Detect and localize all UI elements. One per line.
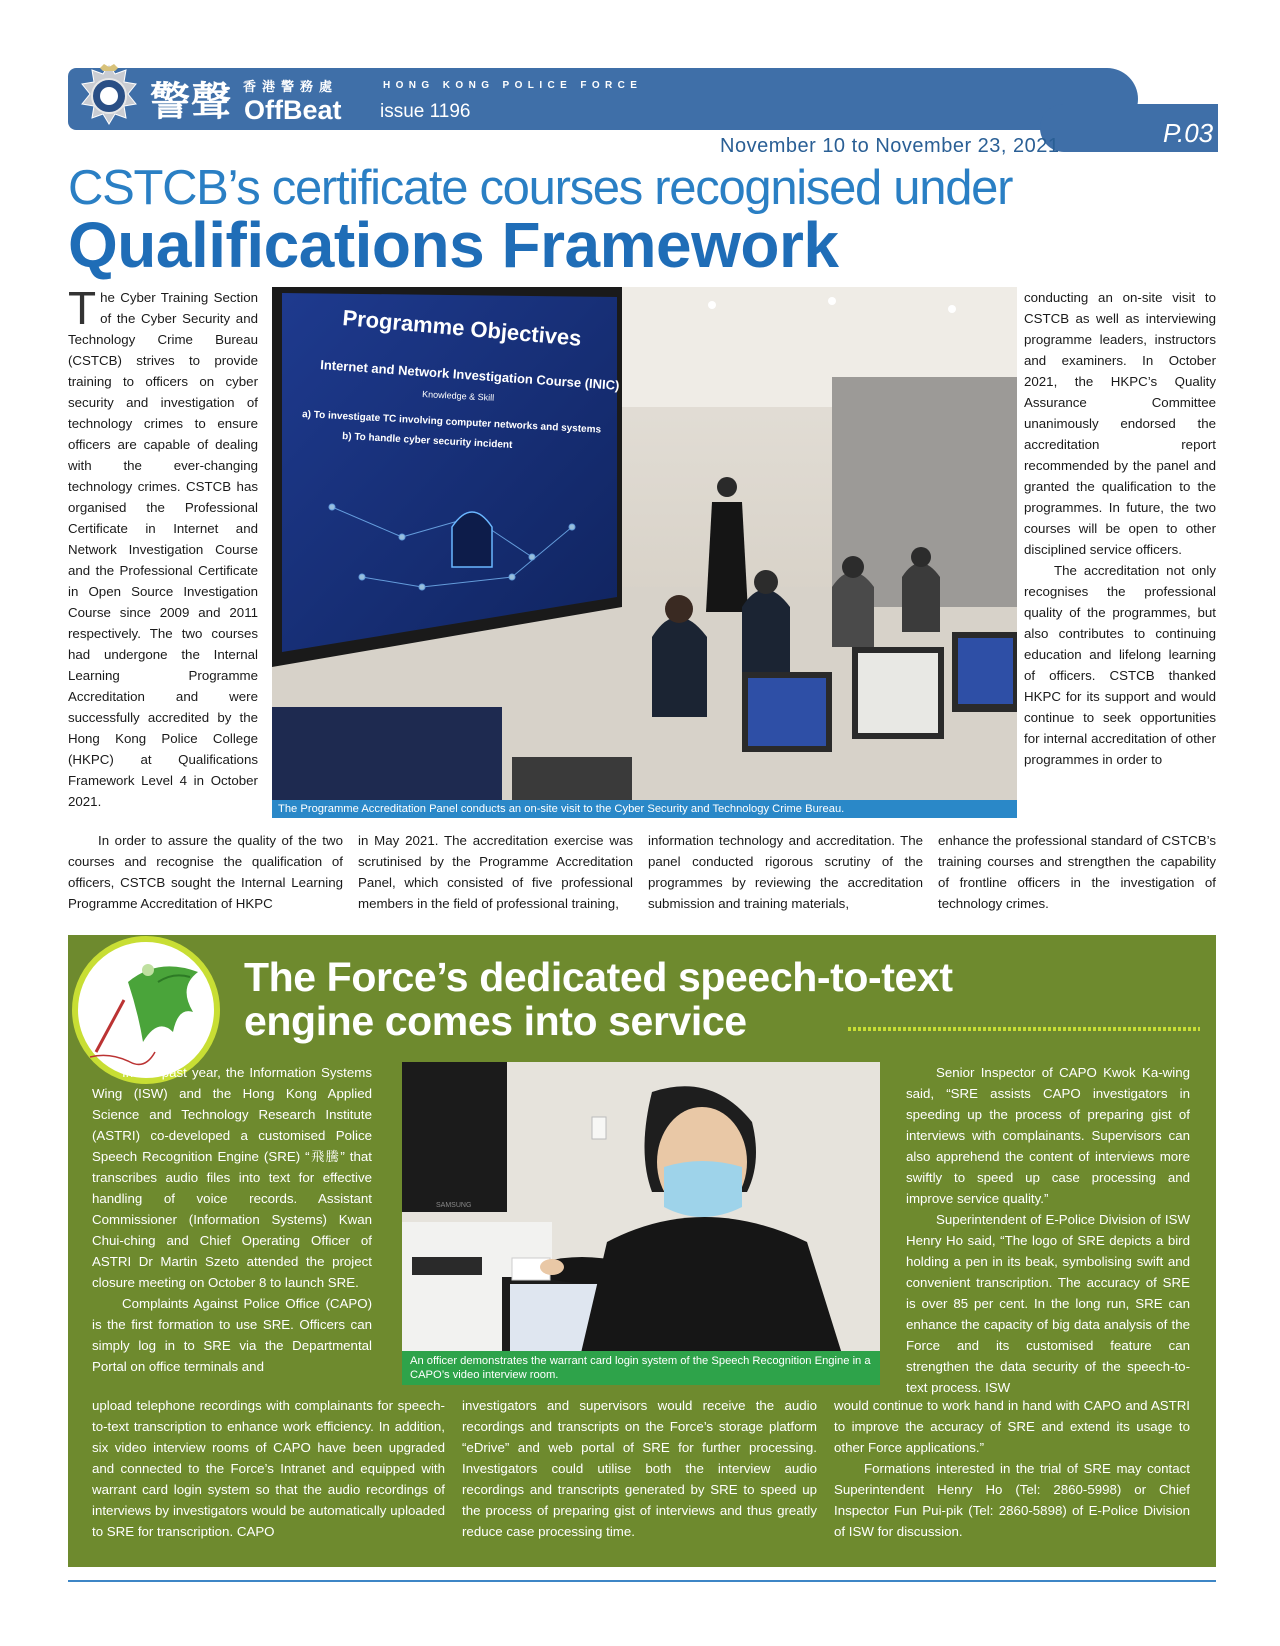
- slide-title: Programme Objectives: [341, 305, 583, 351]
- masthead-english: HONG KONG POLICE FORCE: [383, 80, 643, 91]
- article1-paragraph: In order to assure the quality of the two courses and recognise the qualification of officers, CSTCB sought the Internal Learning Programme Accreditation of HKPC: [68, 833, 343, 911]
- article2-paragraph: In the past year, the Information Systems Wing (ISW) and the Hong Kong Applied Science and Technology Research Institute (ASTRI) co-developed a customised Police Speech Recognition Engine (SRE) “飛騰” that transcribes audio files into text for effective handling of voice records. Assistant Commissioner (Information Systems) Kwan Chui-ching and Chief Operating Officer of ASTRI Dr Martin Szeto attended the project closure meeting on October 8 to launch SRE.: [92, 1065, 372, 1290]
- article1-column-3: [648, 830, 923, 914]
- article2-photo: [402, 1062, 880, 1370]
- issue-date: November 10 to November 23, 2021: [720, 135, 1060, 157]
- article1-paragraph: in May 2021. The accreditation exercise was scrutinised by the Programme Accreditation Panel, which consisted of five professional members in the field of professional training,: [358, 833, 633, 911]
- article1-title-line2: Qualifications Framework: [68, 209, 839, 281]
- article1-column-1-bottom: [68, 830, 343, 914]
- article1-paragraph: information technology and accreditation. The panel conducted rigorous scrutiny of the programmes by reviewing the accreditation submission and training materials,: [648, 833, 923, 911]
- slide-item-b: b) To handle cyber security incident: [341, 431, 513, 451]
- article1-column-2: [358, 830, 633, 914]
- article2-paragraph: would continue to work hand in hand with CAPO and ASTRI to improve the accuracy of SRE and extend its usage to other Force applications.”: [834, 1398, 1190, 1455]
- issue-number: issue 1196: [380, 101, 471, 122]
- article2-photo-caption: An officer demonstrates the warrant card login system of the Speech Recognition Engine in a CAPO’s video interview room.: [402, 1351, 880, 1385]
- article2-paragraph: Complaints Against Police Office (CAPO) is the first formation to use SRE. Officers can simply log in to SRE via the Departmental Portal on office terminals and: [92, 1296, 372, 1374]
- article1-paragraph: The accreditation not only recognises the professional quality of the programmes, but also contributes to continuing education and lifelong learning of officers. CSTCB thanked HKPC for its support and would continue to seek opportunities for internal accreditation of other programmes in order to: [1024, 563, 1216, 767]
- bottom-divider: [68, 1580, 1216, 1582]
- masthead-chinese: 警聲: [150, 79, 232, 125]
- article2-title-line2: engine comes into service: [244, 998, 747, 1044]
- article2-paragraph: upload telephone recordings with complainants for speech-to-text transcription to enhance work efficiency. In addition, six video interview rooms of CAPO have been upgraded and connected to the Force’s Intranet and equipped with warrant card login system so that the audio recordings of interviews by investigators would be automatically uploaded to SRE for transcription. CAPO: [92, 1398, 445, 1539]
- article2-paragraph: Senior Inspector of CAPO Kwok Ka-wing said, “SRE assists CAPO investigators in speeding up the process of preparing gist of interviews with complainants. Supervisors can also apprehend the content of interviews more swiftly to speed up case processing and improve service quality.”: [906, 1065, 1190, 1206]
- article1-column-4: [1024, 287, 1216, 770]
- drop-cap: T: [68, 282, 97, 334]
- monitor-brand-label: SAMSUNG: [436, 1202, 472, 1209]
- officer-photo: [402, 1062, 880, 1370]
- slide-knowledge-skill: Knowledge & Skill: [421, 389, 495, 403]
- police-badge-icon: [78, 62, 140, 134]
- article2-paragraph: Superintendent of E-Police Division of ISW Henry Ho said, “The logo of SRE depicts a bird holding a pen in its beak, symbolising swift and convenient transcription. The accuracy of SRE is over 85 per cent. In the long run, SRE can enhance the capacity of big data analysis of the Force and its customised feature can strengthen the data security of the speech-to-text process. ISW: [906, 1212, 1190, 1395]
- presentation-photo: [272, 287, 1017, 807]
- article1-photo-caption: The Programme Accreditation Panel conducts an on-site visit to the Cyber Security and Technology Crime Bureau.: [272, 800, 1017, 818]
- title-dotted-rule: [848, 1027, 1200, 1031]
- article1-paragraph: he Cyber Training Section of the Cyber Security and Technology Crime Bureau (CSTCB) strives to provide training to officers on cyber security and investigation of technology crimes to ensure officers are capable of dealing with the ever-changing technology crimes. CSTCB has organised the Professional Certificate in Internet and Network Investigation Course and the Professional Certificate in Open Source Investigation Course since 2009 and 2011 respectively. The two courses had undergone the Internal Learning Programme Accreditation and were successfully accredited by the Hong Kong Police College (HKPC) at Qualifications Framework Level 4 in October 2021.: [68, 290, 258, 809]
- article2-column-1-bottom: [92, 1395, 445, 1542]
- article1-title-line1: CSTCB’s certificate courses recognised under: [68, 161, 1013, 215]
- slide-item-a: a) To investigate TC involving computer networks and systems: [301, 409, 602, 436]
- slide-course: Internet and Network Investigation Course (INIC): [319, 357, 620, 393]
- article1-paragraph: conducting an on-site visit to CSTCB as well as interviewing programme leaders, instructors and examiners. In October 2021, the HKPC’s Quality Assurance Committee unanimously endorsed the accreditation report recommended by the panel and granted the qualification to the programmes. In future, the two courses will be open to other disciplined service officers.: [1024, 290, 1216, 557]
- article1-column-1: [68, 282, 258, 812]
- bird-pen-icon: [78, 942, 214, 1078]
- article1-paragraph: enhance the professional standard of CSTCB’s training courses and strengthen the capability of frontline officers in the investigation of technology crimes.: [938, 833, 1216, 911]
- article1-column-4-bottom: [938, 830, 1216, 914]
- article2-column-3-bottom: [834, 1395, 1190, 1542]
- article2-column-3: [906, 1062, 1190, 1398]
- article2-title: [244, 955, 953, 1043]
- page-number: P.03: [1163, 118, 1214, 148]
- article1-photo: [272, 287, 1017, 807]
- masthead-offbeat: OffBeat: [244, 95, 342, 125]
- article2-column-1: [92, 1062, 372, 1377]
- article2-paragraph: investigators and supervisors would receive the audio recordings and transcripts on the Force’s storage platform “eDrive” and web portal of SRE for further processing. Investigators could utilise both the interview audio recordings and transcripts generated by SRE to speed up the process of preparing gist of interviews and thus greatly reduce case processing time.: [462, 1398, 817, 1539]
- article2-title-line1: The Force’s dedicated speech-to-text: [244, 954, 953, 1000]
- article2-column-2: [462, 1395, 817, 1542]
- article2-paragraph: Formations interested in the trial of SRE may contact Superintendent Henry Ho (Tel: 2860-5998) or Chief Inspector Fun Pui-pik (Tel: 2860-5898) of E-Police Division of ISW for discussion.: [834, 1461, 1190, 1539]
- masthead-chinese-subtitle: 香港警務處: [243, 80, 339, 95]
